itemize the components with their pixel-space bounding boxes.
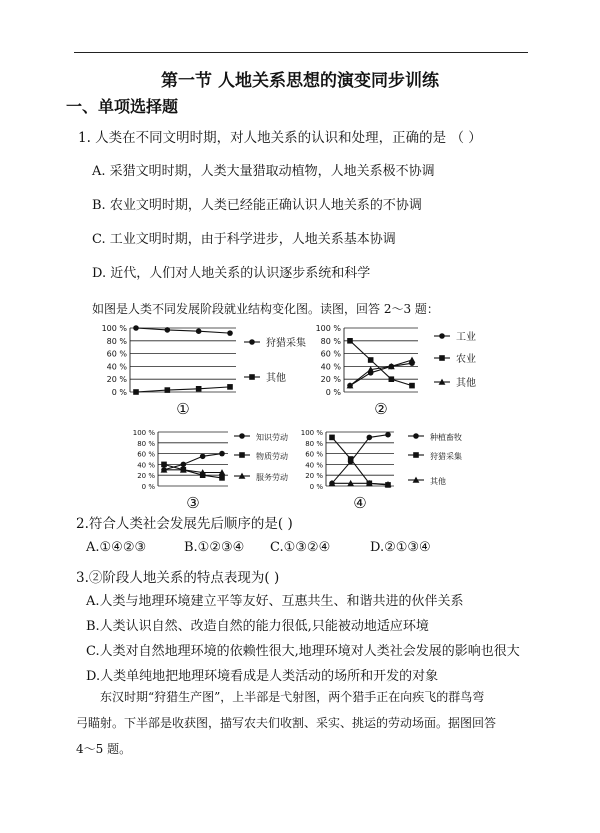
top-rule: [74, 52, 528, 53]
legend-label: 其他: [266, 373, 286, 384]
data-point: [165, 327, 171, 333]
legend-marker: [249, 374, 255, 380]
y-tick-label: 100 %: [300, 429, 323, 437]
series-line: [350, 360, 412, 386]
y-tick-label: 60 %: [106, 349, 127, 359]
y-tick-label: 0 %: [309, 483, 323, 491]
data-point: [409, 383, 415, 389]
question-2-stem: 2.符合人类社会发展先后顺序的是( ): [76, 516, 293, 532]
y-tick-label: 0 %: [111, 388, 127, 397]
legend-label: 知识劳动: [256, 433, 288, 442]
question-3-option-d: D.人类单纯地把地理环境看成是人类活动的场所和开发的对象: [86, 669, 439, 684]
data-point: [389, 376, 395, 382]
chart-stage-2: [306, 320, 536, 420]
chart-caption: ③: [186, 494, 200, 512]
legend-marker: [439, 333, 445, 339]
y-tick-label: 80 %: [320, 336, 341, 346]
series-line: [332, 483, 388, 484]
chart-stage-4: [296, 424, 516, 514]
question-2-option-b: B.①②③④: [184, 540, 245, 555]
question-1-option-c: C. 工业文明时期，由于科学进步，人地关系基本协调: [92, 232, 396, 247]
y-tick-label: 100 %: [101, 324, 127, 333]
legend-label: 狩猎采集: [266, 338, 306, 349]
data-point: [347, 338, 353, 344]
question-3-stem: 3.②阶段人地关系的特点表现为( ): [76, 570, 280, 586]
legend-marker: [239, 452, 245, 458]
question-2-option-d: D.②①③④: [370, 540, 431, 555]
legend-label: 物质劳动: [256, 452, 288, 461]
y-tick-label: 80 %: [106, 336, 127, 346]
y-tick-label: 100 %: [132, 429, 155, 437]
legend-marker: [439, 355, 445, 361]
chart-caption: ①: [176, 400, 190, 418]
question-3-option-b: B.人类认识自然、改造自然的能力很低,只能被动地适应环境: [86, 619, 429, 634]
y-tick-label: 20 %: [137, 472, 155, 481]
legend-label: 狩猎采集: [430, 452, 462, 461]
question-1-option-d: D. 近代，人们对人地关系的认识逐步系统和科学: [92, 266, 371, 281]
question-2-option-c: C.①③②④: [270, 540, 331, 555]
question-1-stem: 1. 人类在不同文明时期，对人地关系的认识和处理，正确的是 （ ）: [78, 130, 482, 146]
series-line: [332, 435, 388, 484]
legend-label: 种植畜牧: [430, 433, 462, 442]
legend-marker: [413, 452, 419, 458]
data-point: [161, 462, 167, 468]
data-point: [196, 386, 202, 392]
chart-stage-1: [86, 320, 326, 420]
question-2-option-a: A.①④②③: [86, 540, 147, 555]
question-3-option-c: C.人类对自然地理环境的依赖性很大,地理环境对人类社会发展的影响也很大: [86, 644, 520, 659]
y-tick-label: 40 %: [106, 362, 127, 372]
question-1-option-a: A. 采猎文明时期，人类大量猎取动植物，人地关系极不协调: [92, 164, 435, 179]
y-tick-label: 20 %: [320, 375, 341, 385]
data-point: [227, 330, 233, 336]
page-title: 第一节 人地关系思想的演变同步训练: [161, 71, 439, 91]
y-tick-label: 20 %: [106, 375, 127, 385]
data-point: [227, 384, 233, 390]
y-tick-label: 60 %: [305, 450, 323, 459]
y-tick-label: 60 %: [137, 450, 155, 459]
legend-marker: [249, 339, 255, 345]
data-point: [367, 435, 373, 441]
series-line: [332, 437, 388, 485]
series-line: [136, 328, 230, 333]
data-point: [329, 435, 335, 441]
y-tick-label: 100 %: [315, 324, 341, 333]
data-point: [409, 357, 416, 363]
passage-line-1: 东汉时期“狩猎生产图”，上半部是弋射图，两个猎手正在向疾飞的群鸟弯: [100, 690, 485, 704]
y-tick-label: 40 %: [320, 362, 341, 372]
data-point: [348, 456, 354, 462]
legend-label: 服务劳动: [256, 473, 288, 482]
legend-label: 其他: [430, 477, 446, 486]
question-1-option-b: B. 农业文明时期，人类已经能正确认识人地关系的不协调: [92, 198, 422, 213]
passage-line-2: 弓瞄射。下半部是收获图，描写农夫们收割、采实、挑运的劳动场面。据图回答: [76, 716, 497, 730]
y-tick-label: 40 %: [137, 461, 155, 470]
y-tick-label: 0 %: [325, 388, 341, 397]
chart-caption: ④: [353, 494, 367, 512]
data-point: [196, 328, 202, 334]
y-tick-label: 0 %: [141, 483, 155, 491]
y-tick-label: 60 %: [320, 349, 341, 359]
data-point: [219, 451, 225, 457]
data-point: [368, 357, 374, 363]
legend-marker: [413, 433, 419, 439]
legend-label: 农业: [456, 354, 476, 365]
data-point: [385, 432, 391, 438]
figure-intro: 如图是人类不同发展阶段就业结构变化图。读图，回答 2～3 题：: [92, 302, 439, 316]
y-tick-label: 80 %: [305, 439, 323, 448]
y-tick-label: 80 %: [137, 439, 155, 448]
question-3-option-a: A.人类与地理环境建立平等友好、互惠共生、和谐共进的伙伴关系: [86, 594, 464, 609]
passage-line-3: 4～5 题。: [76, 742, 132, 756]
data-point: [200, 454, 206, 460]
data-point: [133, 325, 139, 331]
data-point: [219, 475, 225, 481]
y-tick-label: 20 %: [305, 472, 323, 481]
legend-label: 工业: [456, 332, 476, 343]
section-heading: 一、单项选择题: [66, 97, 179, 116]
legend-label: 其他: [456, 378, 476, 389]
data-point: [165, 387, 171, 393]
chart-caption: ②: [374, 400, 388, 418]
chart-stage-3: [120, 424, 320, 514]
y-tick-label: 40 %: [305, 461, 323, 470]
data-point: [133, 389, 139, 395]
data-point: [181, 462, 187, 468]
legend-marker: [239, 433, 245, 439]
series-line: [136, 387, 230, 392]
